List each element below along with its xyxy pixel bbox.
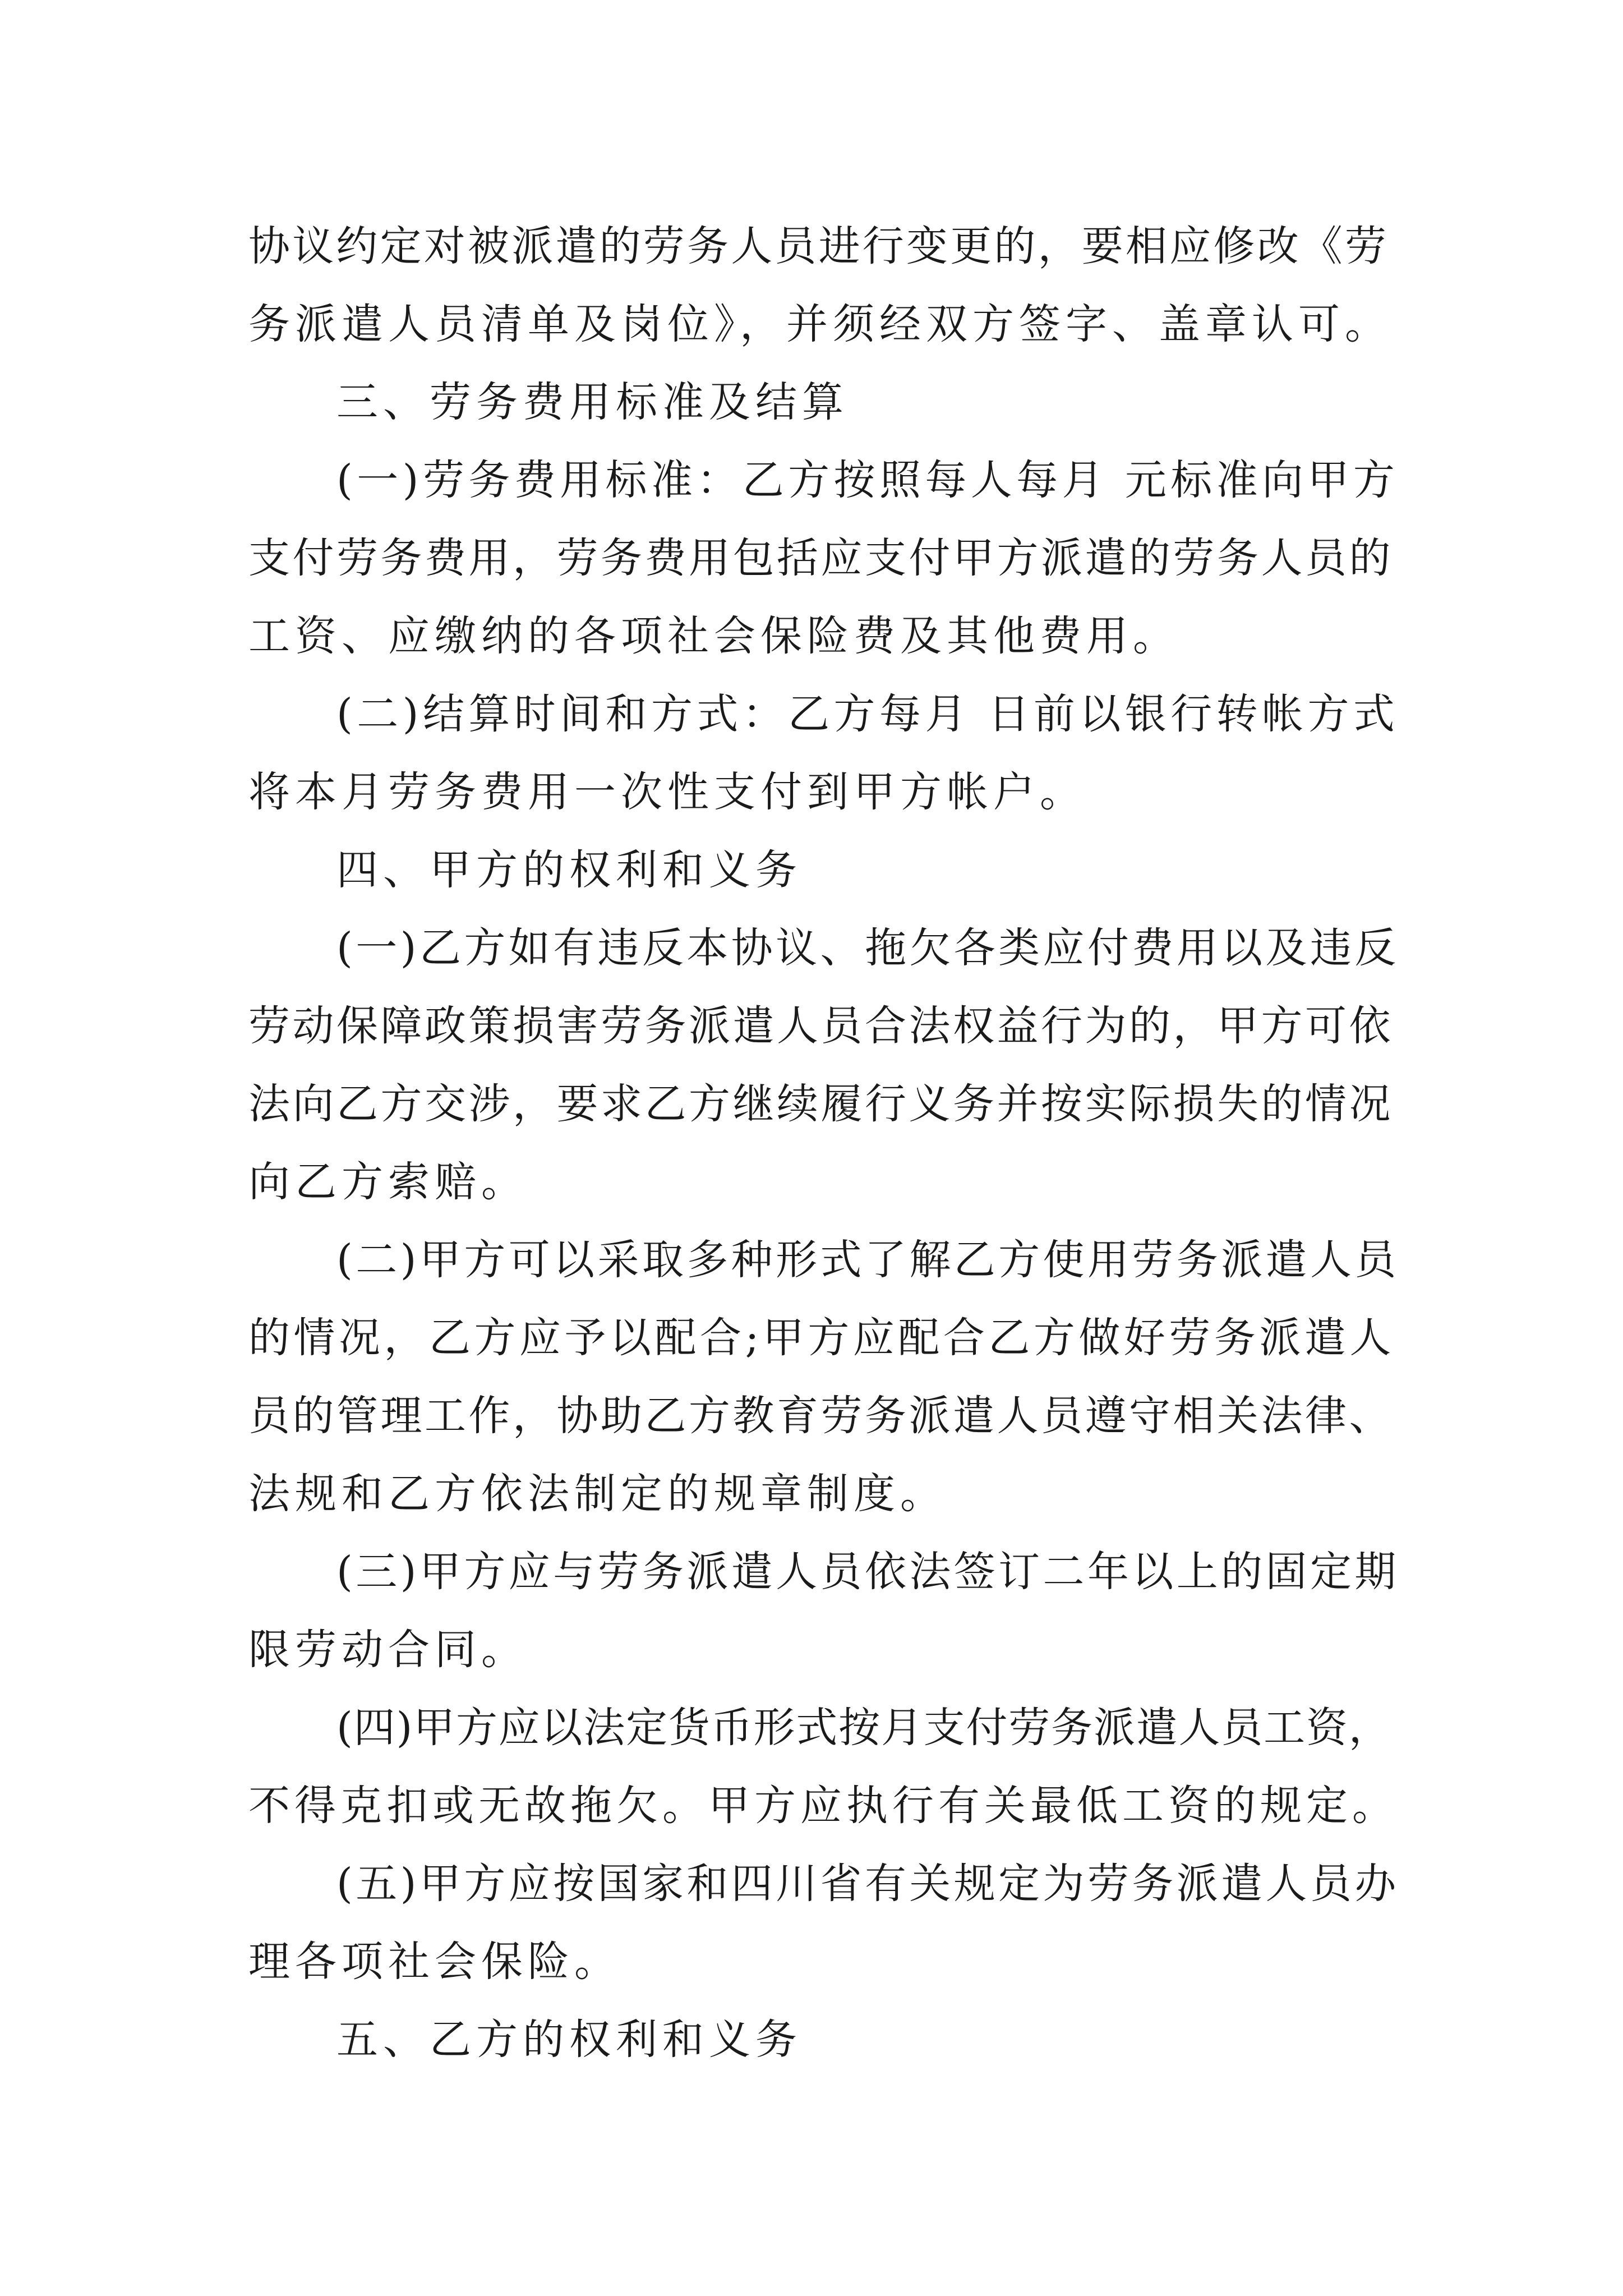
text-line-14: (二)甲方可以采取多种形式了解乙方使用劳务派遣人员 — [336, 1236, 1399, 1284]
text-line-4: (一)劳务费用标准：乙方按照每人每月 元标准向甲方 — [336, 456, 1399, 504]
text-line-16: 员的管理工作，协助乙方教育劳务派遣人员遵守相关法律、 — [248, 1392, 1393, 1440]
text-line-20: (四)甲方应以法定货币形式按月支付劳务派遣人员工资， — [336, 1704, 1391, 1752]
text-line-2: 务派遣人员清单及岗位》，并须经双方签字、盖章认可。 — [248, 300, 1391, 348]
section-heading-5: 五、乙方的权利和义务 — [336, 2016, 802, 2064]
text-line-1: 协议约定对被派遣的劳务人员进行变更的，要相应修改《劳 — [248, 222, 1389, 270]
text-line-5: 支付劳务费用，劳务费用包括应支付甲方派遣的劳务人员的 — [248, 534, 1393, 582]
text-line-7: (二)结算时间和方式：乙方每月 日前以银行转帐方式 — [336, 690, 1399, 738]
text-line-18: (三)甲方应与劳务派遣人员依法签订二年以上的固定期 — [336, 1548, 1399, 1596]
text-line-22: (五)甲方应按国家和四川省有关规定为劳务派遣人员办 — [336, 1860, 1399, 1908]
text-line-21: 不得克扣或无故拖欠。甲方应执行有关最低工资的规定。 — [248, 1782, 1398, 1830]
text-line-12: 法向乙方交涉，要求乙方继续履行义务并按实际损失的情况 — [248, 1080, 1393, 1128]
text-line-23: 理各项社会保险。 — [248, 1938, 621, 1986]
text-line-19: 限劳动合同。 — [248, 1626, 528, 1674]
text-line-11: 劳动保障政策损害劳务派遣人员合法权益行为的，甲方可依 — [248, 1002, 1393, 1050]
text-line-10: (一)乙方如有违反本协议、拖欠各类应付费用以及违反 — [336, 924, 1399, 972]
section-heading-4: 四、甲方的权利和义务 — [336, 846, 802, 894]
text-line-13: 向乙方索赔。 — [248, 1158, 528, 1206]
text-line-17: 法规和乙方依法制定的规章制度。 — [248, 1470, 947, 1518]
text-line-8: 将本月劳务费用一次性支付到甲方帐户。 — [248, 768, 1086, 816]
text-line-15: 的情况，乙方应予以配合;甲方应配合乙方做好劳务派遣人 — [248, 1314, 1395, 1362]
section-heading-3: 三、劳务费用标准及结算 — [336, 378, 849, 426]
text-line-6: 工资、应缴纳的各项社会保险费及其他费用。 — [248, 612, 1179, 660]
